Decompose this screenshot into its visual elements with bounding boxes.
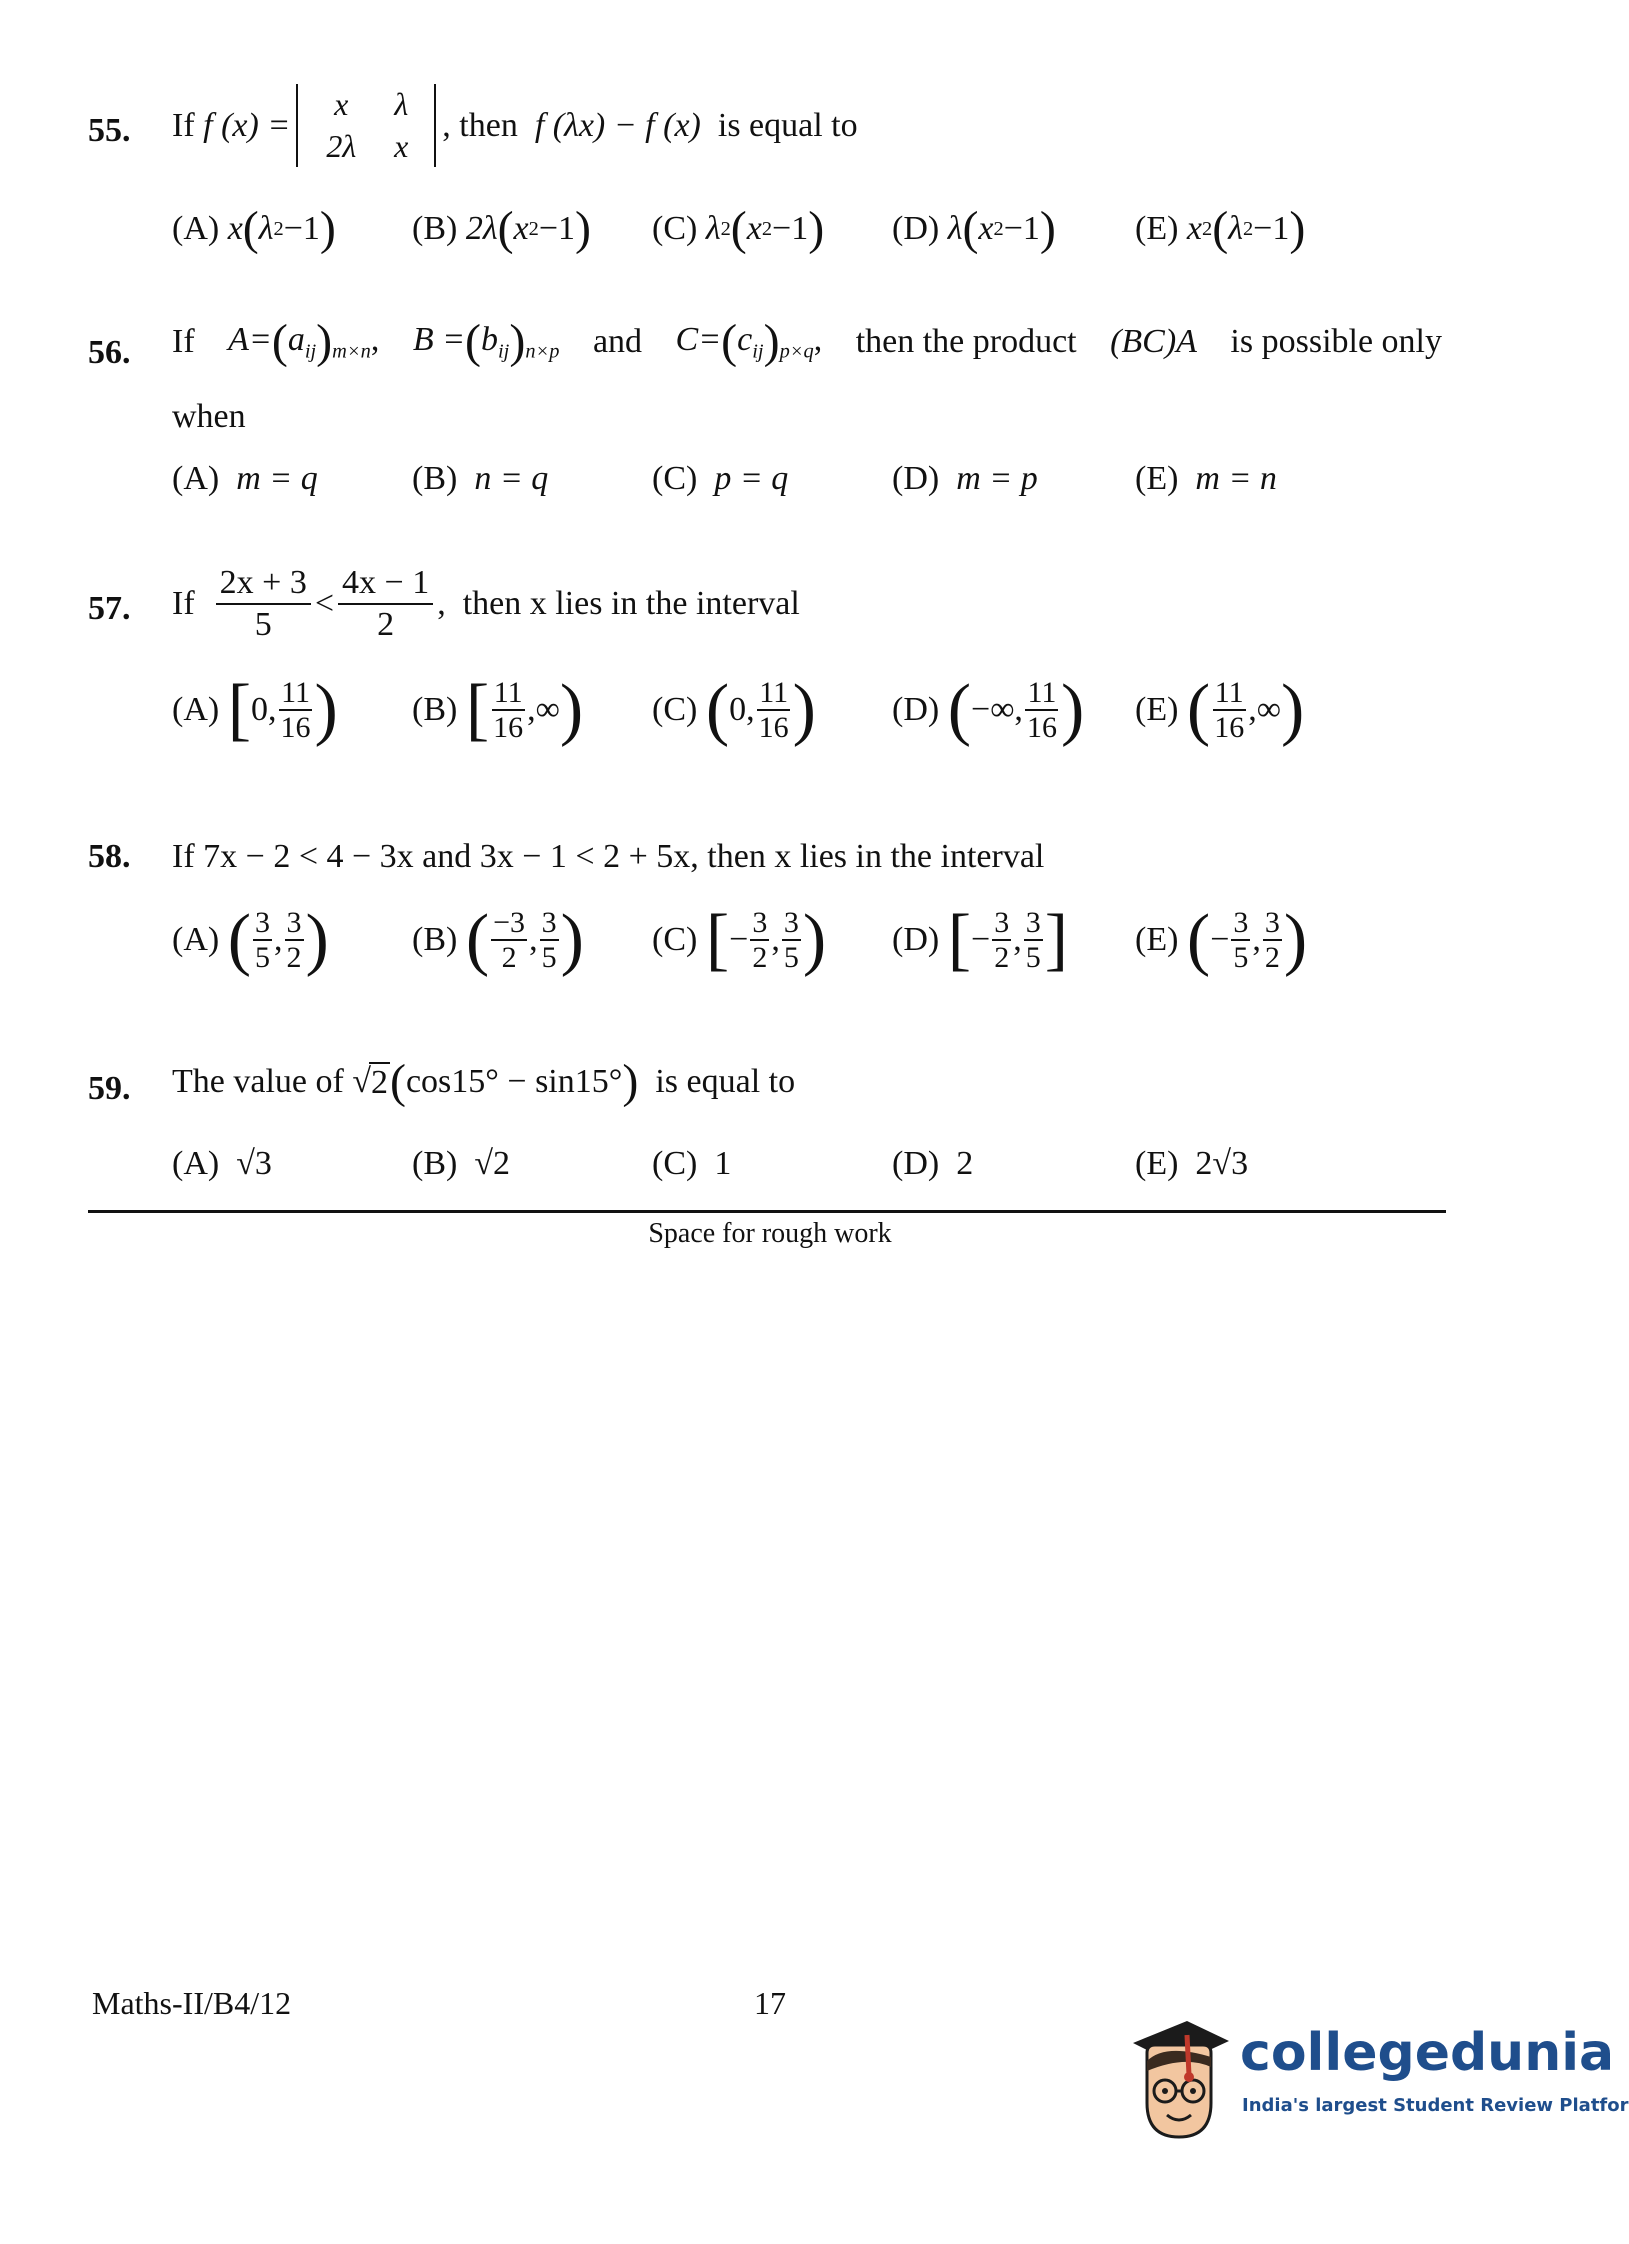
bracket-open: [ (227, 671, 252, 748)
q59-tail: is equal to (655, 1063, 796, 1100)
question-57-number: 57. (88, 590, 131, 627)
q58-option-e[interactable]: (E) ( − $\frac{3}{5}$ , $\frac{3}{2}$ ) (1135, 901, 1308, 978)
option-text: √3 (236, 1145, 272, 1182)
option-label: (E) (1135, 210, 1179, 247)
frac-2 (1263, 907, 1282, 974)
question-56-stem (172, 315, 1442, 368)
q56-prefix: If (172, 323, 195, 360)
bracket-open: ( (947, 671, 972, 748)
bracket-open: [ (465, 671, 490, 748)
q56-option-b[interactable] (412, 460, 548, 498)
c-el: c (737, 320, 753, 358)
q58-option-a[interactable]: (A) ( $\frac{3}{5}$ , $\frac{3}{2}$ ) (172, 901, 329, 978)
interval-fraction (1212, 677, 1246, 744)
option-coef: 2λ (465, 210, 498, 247)
q57-option-c[interactable] (652, 671, 816, 748)
question-59-stem: The value of √ 2 ( cos15° − sin15° ) is equal to (172, 1055, 796, 1108)
q55-determinant (296, 84, 436, 167)
frac-1 (750, 907, 769, 974)
frac-den: 16 (1026, 711, 1057, 744)
q56-product: (BC)A (1110, 323, 1197, 360)
option-text: √2 (474, 1145, 510, 1182)
interval-pre: 0, (251, 691, 277, 728)
option-var: λ (258, 210, 274, 247)
interval-fraction (491, 677, 525, 744)
question-57-stem (172, 565, 800, 642)
divider-rule (88, 1210, 1446, 1213)
interval-fraction (757, 677, 791, 744)
question-58-number: 58. (88, 838, 131, 875)
b-def: B = (412, 320, 466, 358)
option-coef: x (1186, 210, 1203, 247)
option-rest: −1 (538, 210, 576, 247)
det-a12: λ (394, 86, 409, 122)
rhs-den: 2 (377, 605, 395, 643)
frac-den: 2 (994, 941, 1010, 974)
bracket-open: ( (1186, 671, 1211, 748)
mascot-icon (1125, 2005, 1235, 2155)
q57-op: < (314, 584, 335, 622)
option-label: (E) (1135, 1145, 1179, 1182)
option-label: (C) (652, 691, 698, 728)
lhs-den: 5 (254, 605, 272, 643)
c-comma: , (813, 320, 823, 358)
option-coef: x (227, 210, 243, 247)
frac-1 (253, 907, 272, 974)
frac-1 (992, 907, 1011, 974)
option-text: 2√3 (1195, 1145, 1249, 1182)
frac-den: 2 (501, 941, 517, 974)
option-rest: −1 (1003, 210, 1040, 247)
frac-num: 11 (1025, 677, 1058, 712)
option-label: (B) (412, 921, 458, 958)
option-label: (A) (172, 691, 220, 728)
interval-fraction (1025, 677, 1059, 744)
option-coef: λ (947, 210, 963, 247)
a-def: A= (228, 320, 272, 358)
sqrt-icon: √ (352, 1063, 371, 1100)
question-55-number: 55. (88, 112, 131, 149)
frac-2 (1024, 907, 1043, 974)
option-text: m = n (1195, 460, 1277, 497)
frac-2 (782, 907, 801, 974)
q57-prefix: If (172, 584, 195, 622)
q56-and: and (592, 323, 643, 360)
q59-prefix: The value of (172, 1063, 344, 1100)
option-text: m = p (956, 460, 1038, 497)
bracket-open: ( (227, 901, 252, 978)
option-label: (A) (172, 1145, 220, 1182)
frac-den: 2 (1264, 941, 1280, 974)
q57-rhs-fraction (338, 565, 433, 642)
det-a22: x (394, 127, 409, 164)
frac-num: 3 (1231, 907, 1250, 942)
frac-den: 2 (752, 941, 768, 974)
q59-option-c[interactable] (652, 1145, 731, 1183)
bracket-close: ) (305, 901, 329, 978)
q55-expression: f (λx) − f (x) (534, 106, 701, 144)
frac-den: 5 (1025, 941, 1041, 974)
a-order: m×n (332, 340, 371, 363)
frac-den: 5 (541, 941, 557, 974)
bracket-close: ) (1283, 901, 1308, 978)
option-label: (E) (1135, 691, 1179, 728)
frac-1 (1231, 907, 1250, 974)
interval-pre: 0, (729, 691, 755, 728)
option-text: n = q (474, 460, 549, 497)
q55-option-b[interactable]: (B) 2λ ( x 2 −1 ) (412, 202, 592, 255)
bracket-close: ) (560, 901, 584, 978)
q56-option-d[interactable] (892, 460, 1038, 498)
option-var: x (746, 210, 762, 247)
footer-code: Maths-II/B4/12 (92, 1985, 292, 2021)
option-label: (E) (1135, 460, 1179, 497)
option-label: (D) (892, 460, 940, 497)
frac-num: 3 (750, 907, 769, 942)
bracket-close: ] (1044, 901, 1069, 978)
q56-matrix-c: $C=(c_{ij})_{p\times q}$, (675, 315, 823, 368)
q59-option-b[interactable] (412, 1145, 510, 1183)
question-58-stem: If 7x − 2 < 4 − 3x and 3x − 1 < 2 + 5x, then x lies in the interval (172, 838, 1045, 875)
frac-1 (491, 907, 527, 974)
bracket-close: ) (792, 671, 816, 748)
bracket-open: ( (1186, 901, 1211, 978)
bracket-close: ) (1060, 671, 1085, 748)
question-55-stem (172, 84, 858, 167)
frac-den: 5 (1233, 941, 1249, 974)
option-label: (B) (412, 460, 458, 497)
option-var: x (513, 210, 529, 247)
q56-continuation: when (172, 398, 246, 435)
option-label: (B) (412, 1145, 458, 1182)
q59-option-e[interactable] (1135, 1145, 1248, 1183)
b-order: n×p (525, 340, 560, 363)
frac-num: 3 (1263, 907, 1282, 942)
sign: − (1210, 921, 1230, 958)
bracket-close: ) (1280, 671, 1305, 748)
logo-tagline: India's largest Student Review Platfor (1242, 2095, 1629, 2116)
q57-option-e[interactable] (1135, 671, 1305, 748)
page-number: 17 (754, 1985, 786, 2021)
interval-pre: −∞, (971, 691, 1023, 728)
option-label: (A) (172, 210, 220, 247)
q55-option-e[interactable]: (E) x 2 ( λ 2 −1 ) (1135, 202, 1306, 255)
option-label: (C) (652, 460, 698, 497)
q58-option-d[interactable]: (D) [ − $\frac{3}{2}$ , $\frac{3}{5}$ ] (892, 901, 1069, 978)
c-sub: ij (752, 340, 764, 363)
option-var: λ (1228, 210, 1243, 247)
q55-suffix: , then (442, 106, 518, 144)
sign: − (729, 921, 749, 958)
question-59-number: 59. (88, 1070, 131, 1107)
bracket-open: ( (465, 901, 490, 978)
option-text: 2 (956, 1145, 974, 1182)
q57-tail: then x lies in the interval (462, 584, 800, 622)
frac-num: 11 (1213, 677, 1246, 712)
option-label: (A) (172, 460, 220, 497)
frac-num: 3 (782, 907, 801, 942)
bracket-close: ) (802, 901, 827, 978)
q56-matrix-b: $B =(b_{ij})_{n\times p}$ (412, 315, 560, 368)
q56-tail: then the product (855, 323, 1077, 360)
q59-inner: cos15° − sin15° (405, 1063, 623, 1100)
rhs-num: 4x − 1 (338, 565, 433, 605)
frac-den: 2 (286, 941, 302, 974)
bracket-close: ) (314, 671, 338, 748)
frac-den: 16 (758, 711, 789, 744)
sign: − (971, 921, 991, 958)
option-label: (C) (652, 921, 698, 958)
q55-option-d[interactable]: (D) λ ( x 2 −1 ) (892, 202, 1056, 255)
bracket-open: [ (947, 901, 972, 978)
logo-name: collegedunia (1240, 2023, 1615, 2083)
q58-option-b[interactable]: (B) ( $\frac{-3}{2}$ , $\frac{3}{5}$ ) (412, 901, 584, 978)
option-label: (A) (172, 921, 220, 958)
q57-option-b[interactable] (412, 671, 584, 748)
q57-option-a[interactable] (172, 671, 338, 748)
option-coef: λ (705, 210, 721, 247)
option-var: x (978, 210, 994, 247)
frac-num: 11 (492, 677, 525, 712)
frac-num: 3 (1024, 907, 1043, 942)
q57-lhs-fraction (216, 565, 311, 642)
frac-den: 16 (1214, 711, 1245, 744)
option-label: (B) (412, 210, 458, 247)
frac-num: −3 (491, 907, 527, 942)
option-label: (D) (892, 921, 940, 958)
question-56-number: 56. (88, 334, 131, 371)
rough-work-label: Space for rough work (648, 1218, 892, 1249)
q55-prefix: If (172, 106, 195, 144)
bracket-open: ( (705, 671, 730, 748)
option-label: (D) (892, 1145, 940, 1182)
frac-num: 11 (757, 677, 790, 712)
bracket-open: [ (705, 901, 730, 978)
q56-option-e[interactable] (1135, 460, 1277, 498)
bracket-close: ) (559, 671, 584, 748)
option-text: 1 (714, 1145, 732, 1182)
frac-den: 16 (493, 711, 524, 744)
option-label: (D) (892, 691, 940, 728)
q55-fx: f (x) = (203, 106, 291, 144)
a-sub: ij (304, 340, 317, 363)
lhs-num: 2x + 3 (216, 565, 311, 605)
q56-tail2: is possible only (1230, 323, 1442, 360)
q56-option-c[interactable] (652, 460, 788, 498)
interval-post: ,∞ (1248, 691, 1281, 728)
option-rest: −1 (1253, 210, 1290, 247)
frac-2 (540, 907, 559, 974)
frac-den: 16 (280, 711, 311, 744)
det-a11: x (334, 86, 349, 122)
frac-num: 3 (992, 907, 1011, 942)
frac-den: 5 (255, 941, 271, 974)
collegedunia-logo (1125, 2005, 1629, 2155)
c-order: p×q (779, 340, 814, 363)
b-sub: ij (498, 340, 510, 363)
option-label: (C) (652, 210, 698, 247)
frac-2 (285, 907, 304, 974)
interval-fraction (279, 677, 313, 744)
option-text: p = q (714, 460, 789, 497)
q59-option-d[interactable] (892, 1145, 973, 1183)
q59-radicand: 2 (370, 1064, 388, 1101)
a-el: a (287, 320, 305, 358)
q55-option-a[interactable]: (A) x ( λ 2 −1 ) (172, 202, 336, 255)
c-def: C= (675, 320, 722, 358)
frac-num: 3 (285, 907, 304, 942)
option-label: (B) (412, 691, 458, 728)
det-a21: 2λ (326, 127, 357, 164)
option-label: (C) (652, 1145, 698, 1182)
frac-num: 11 (279, 677, 312, 712)
frac-num: 3 (540, 907, 559, 942)
q57-option-d[interactable] (892, 671, 1085, 748)
frac-num: 3 (253, 907, 272, 942)
q55-tail: is equal to (717, 106, 858, 144)
b-el: b (481, 320, 499, 358)
option-rest: −1 (772, 210, 809, 247)
option-label: (E) (1135, 921, 1179, 958)
option-rest: −1 (283, 210, 320, 247)
interval-post: ,∞ (527, 691, 560, 728)
q58-option-c[interactable]: (C) [ − $\frac{3}{2}$ , $\frac{3}{5}$ ) (652, 901, 827, 978)
q56-option-a[interactable] (172, 460, 318, 498)
q59-option-a[interactable] (172, 1145, 272, 1183)
option-label: (D) (892, 210, 940, 247)
q56-matrix-a: $A=(a_{ij})_{m\times n}$, (228, 315, 380, 368)
q55-option-c[interactable]: (C) λ 2 ( x 2 −1 ) (652, 202, 825, 255)
q57-comma: , (437, 584, 446, 622)
option-text: m = q (236, 460, 318, 497)
frac-den: 5 (783, 941, 799, 974)
